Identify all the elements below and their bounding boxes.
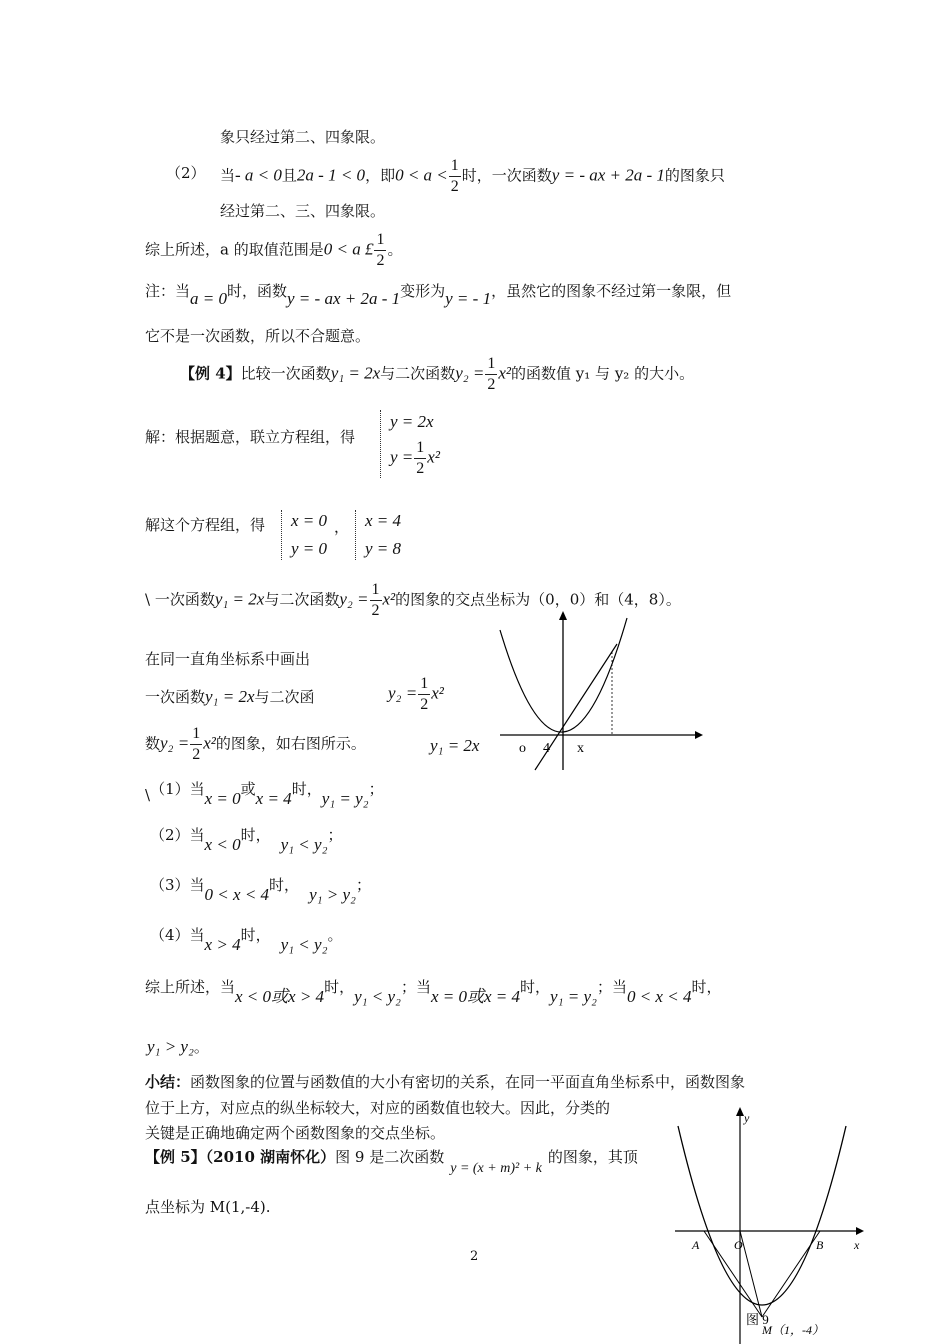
item-number: （2） — [166, 164, 206, 182]
text: ，虽然它的图象不经过第一象限，但 — [491, 282, 732, 300]
label-x: x — [854, 1238, 860, 1252]
solution-line: 解这个方程组，得 — [145, 516, 266, 534]
math: x² — [427, 447, 440, 467]
condition-line — [220, 158, 725, 195]
text: 时， — [691, 978, 722, 996]
math: x = 0 — [204, 789, 241, 808]
example-5-heading — [145, 1148, 638, 1176]
text: 时， — [269, 876, 300, 894]
math: y₂ = — [160, 733, 190, 753]
text: ； — [355, 876, 371, 894]
segment-bm — [762, 1231, 820, 1317]
text: 比较一次函数 — [240, 364, 331, 383]
text-line: 经过第二、三、四象限。 — [220, 202, 386, 220]
text: 的图象，如右图所示。 — [215, 734, 366, 753]
system-brace — [281, 510, 286, 560]
summary-line — [145, 978, 722, 1006]
text-line — [145, 688, 315, 705]
text: 与二次函 — [254, 688, 315, 706]
function-graph — [495, 610, 715, 780]
math: y₁ < y₂ — [280, 835, 328, 854]
math: y₁ < y₂ — [280, 935, 328, 954]
math: y = - ax + 2a - 1 — [287, 289, 401, 308]
text: 时， — [240, 926, 271, 944]
fraction: $\frac{1}{2}$ — [420, 675, 429, 713]
text: 综上所述，a 的取值范围是 — [145, 240, 324, 259]
text: 的图象的交点坐标为（0，0）和（4，8）。 — [395, 590, 681, 609]
solution-line: 解：根据题意，联立方程组，得 — [145, 428, 356, 446]
text: （2）当 — [150, 826, 205, 844]
y-axis-arrow — [559, 611, 567, 620]
equation: x = 4 — [365, 511, 402, 530]
equation: y = 8 — [365, 539, 402, 558]
math: y₁ = 2x — [214, 589, 265, 609]
math: x < 0 — [204, 835, 241, 854]
math: x² — [382, 589, 396, 609]
math: y₁ = 2x — [330, 363, 381, 383]
segment-am — [704, 1231, 762, 1317]
page-number: 2 — [470, 1249, 479, 1264]
fraction: $\frac{1}{2}$ — [487, 355, 496, 393]
math: a = 0 — [190, 289, 227, 308]
text: ；当 — [596, 978, 627, 996]
segment-om — [740, 1231, 762, 1317]
conclusion-paragraph — [145, 1075, 745, 1090]
label-o: O — [734, 1238, 743, 1252]
text: 变形为 — [400, 282, 446, 300]
text: （3）当 — [150, 876, 205, 894]
label-4: 4 — [543, 741, 550, 756]
math: y = - 1 — [445, 289, 492, 308]
text-line: 在同一直角坐标系中画出 — [145, 650, 311, 668]
text: 函数图象的位置与函数值的大小有密切的关系，在同一平面直角坐标系中，函数图象 — [190, 1073, 746, 1091]
text-line: 点坐标为 M(1,-4). — [145, 1198, 271, 1216]
text-line: 关键是正确地确定两个函数图象的交点坐标。 — [145, 1124, 446, 1142]
math: x > 4 — [204, 935, 241, 954]
text: 时， — [240, 826, 271, 844]
case-3 — [150, 876, 371, 904]
fraction: $\frac{1}{2}$ — [192, 725, 201, 763]
label-b: B — [816, 1238, 824, 1252]
math: y₁ = y₂ — [321, 789, 369, 808]
math: y₂ = — [455, 363, 485, 383]
text: 的图象只 — [664, 166, 725, 185]
case-2 — [150, 826, 343, 854]
summary-line — [147, 1038, 209, 1055]
math: y₂ = — [388, 683, 418, 703]
text: 且 — [281, 166, 297, 185]
text: （4）当 — [150, 926, 205, 944]
text: 一次函数 — [145, 688, 206, 706]
y-axis-arrow — [736, 1107, 744, 1116]
text: 与二次函数 — [380, 364, 456, 383]
text: 时，一次函数 — [461, 166, 552, 185]
text: ；当 — [400, 978, 431, 996]
math: 0 < a < — [395, 165, 448, 185]
text: 综上所述，当 — [145, 978, 236, 996]
math: x² — [431, 683, 444, 703]
separator: ， — [334, 518, 350, 536]
math: x² — [498, 363, 512, 383]
math: y = - ax + 2a - 1 — [551, 165, 665, 185]
text-line: 它不是一次函数，所以不合题意。 — [145, 327, 371, 345]
text: 。 — [327, 926, 343, 944]
system-brace — [380, 410, 385, 478]
figure-9-graph — [670, 1104, 870, 1344]
text: 图 9 是二次函数 — [335, 1148, 445, 1166]
figure-caption: 图 9 — [746, 1312, 769, 1327]
label-x: x — [577, 741, 584, 756]
text: 或 — [240, 780, 256, 798]
fraction: $\frac{1}{2}$ — [371, 581, 380, 619]
math: 2a - 1 < 0 — [296, 165, 366, 185]
text: 时， — [291, 780, 322, 798]
text: （1）当 — [150, 780, 205, 798]
math: y = (x + m)² + k — [450, 1161, 542, 1176]
math: y₁ < y₂ — [354, 987, 401, 1006]
text: ； — [327, 826, 343, 844]
fraction: $\frac{1}{2}$ — [416, 439, 425, 477]
math: y₁ > y₂ — [147, 1037, 194, 1056]
math: 0 < a £ — [323, 239, 374, 259]
math: 0 < x < 4 — [626, 987, 692, 1006]
text: 。 — [387, 240, 403, 259]
text: 注：当 — [145, 282, 191, 300]
text: 时，函数 — [227, 282, 288, 300]
text: 时， — [520, 978, 551, 996]
math: 0 < x < 4 — [204, 885, 270, 904]
graph-label-line: y₁ = 2x — [430, 736, 480, 755]
fraction: $\frac{1}{2}$ — [376, 231, 385, 269]
fraction: $\frac{1}{2}$ — [450, 157, 459, 195]
math: y₁ = 2x — [205, 687, 255, 706]
math: x < 0或x > 4 — [235, 987, 325, 1006]
text: 当 — [220, 166, 236, 185]
text: \ — [145, 786, 151, 804]
example-4-heading — [180, 356, 694, 393]
text-line: 象只经过第二、四象限。 — [220, 128, 386, 146]
case-4 — [150, 926, 343, 954]
text: 的图象，其顶 — [547, 1148, 638, 1166]
math: y₁ = y₂ — [550, 987, 597, 1006]
text-line — [145, 726, 366, 763]
math: y = — [390, 447, 414, 467]
text: 与二次函数 — [264, 590, 340, 609]
text: \ 一次函数 — [145, 590, 215, 609]
math: x = 0或x = 4 — [430, 987, 521, 1006]
example-tag: 【例 5】（2010 湖南怀化） — [145, 1148, 336, 1166]
equation: y = 2x — [390, 412, 434, 431]
text: ，即 — [365, 166, 396, 185]
parabola-curve — [678, 1126, 846, 1305]
equation: x = 0 — [291, 511, 328, 530]
math: y₁ > y₂ — [309, 885, 356, 904]
text-line: 位于上方，对应点的纵坐标较大，对应的函数值也较大。因此，分类的 — [145, 1099, 611, 1117]
text: 数 — [145, 734, 161, 753]
note-line — [145, 282, 732, 308]
x-axis-arrow — [695, 731, 703, 739]
label-m: M（1，-4） — [762, 1323, 824, 1337]
label-a: A — [692, 1238, 700, 1252]
math: y₂ = — [339, 589, 369, 609]
case-1 — [145, 780, 384, 808]
x-axis-arrow — [856, 1227, 864, 1235]
text: 的函数值 y₁ 与 y₂ 的大小。 — [511, 364, 695, 383]
conclusion-tag: 小结： — [145, 1073, 191, 1091]
equation: y = 0 — [291, 539, 328, 558]
equation — [390, 440, 440, 477]
graph-label-parabola — [388, 676, 444, 713]
math: x² — [203, 733, 216, 753]
label-o: o — [519, 741, 526, 756]
text: 。 — [193, 1038, 209, 1056]
math: x = 4 — [255, 789, 292, 808]
example-tag: 【例 4】 — [180, 364, 241, 383]
math: - a < 0 — [235, 165, 282, 185]
system-brace — [355, 510, 360, 560]
label-y: y — [744, 1111, 750, 1125]
text: ； — [368, 780, 384, 798]
conclusion-line — [145, 232, 402, 269]
text: 时， — [324, 978, 355, 996]
